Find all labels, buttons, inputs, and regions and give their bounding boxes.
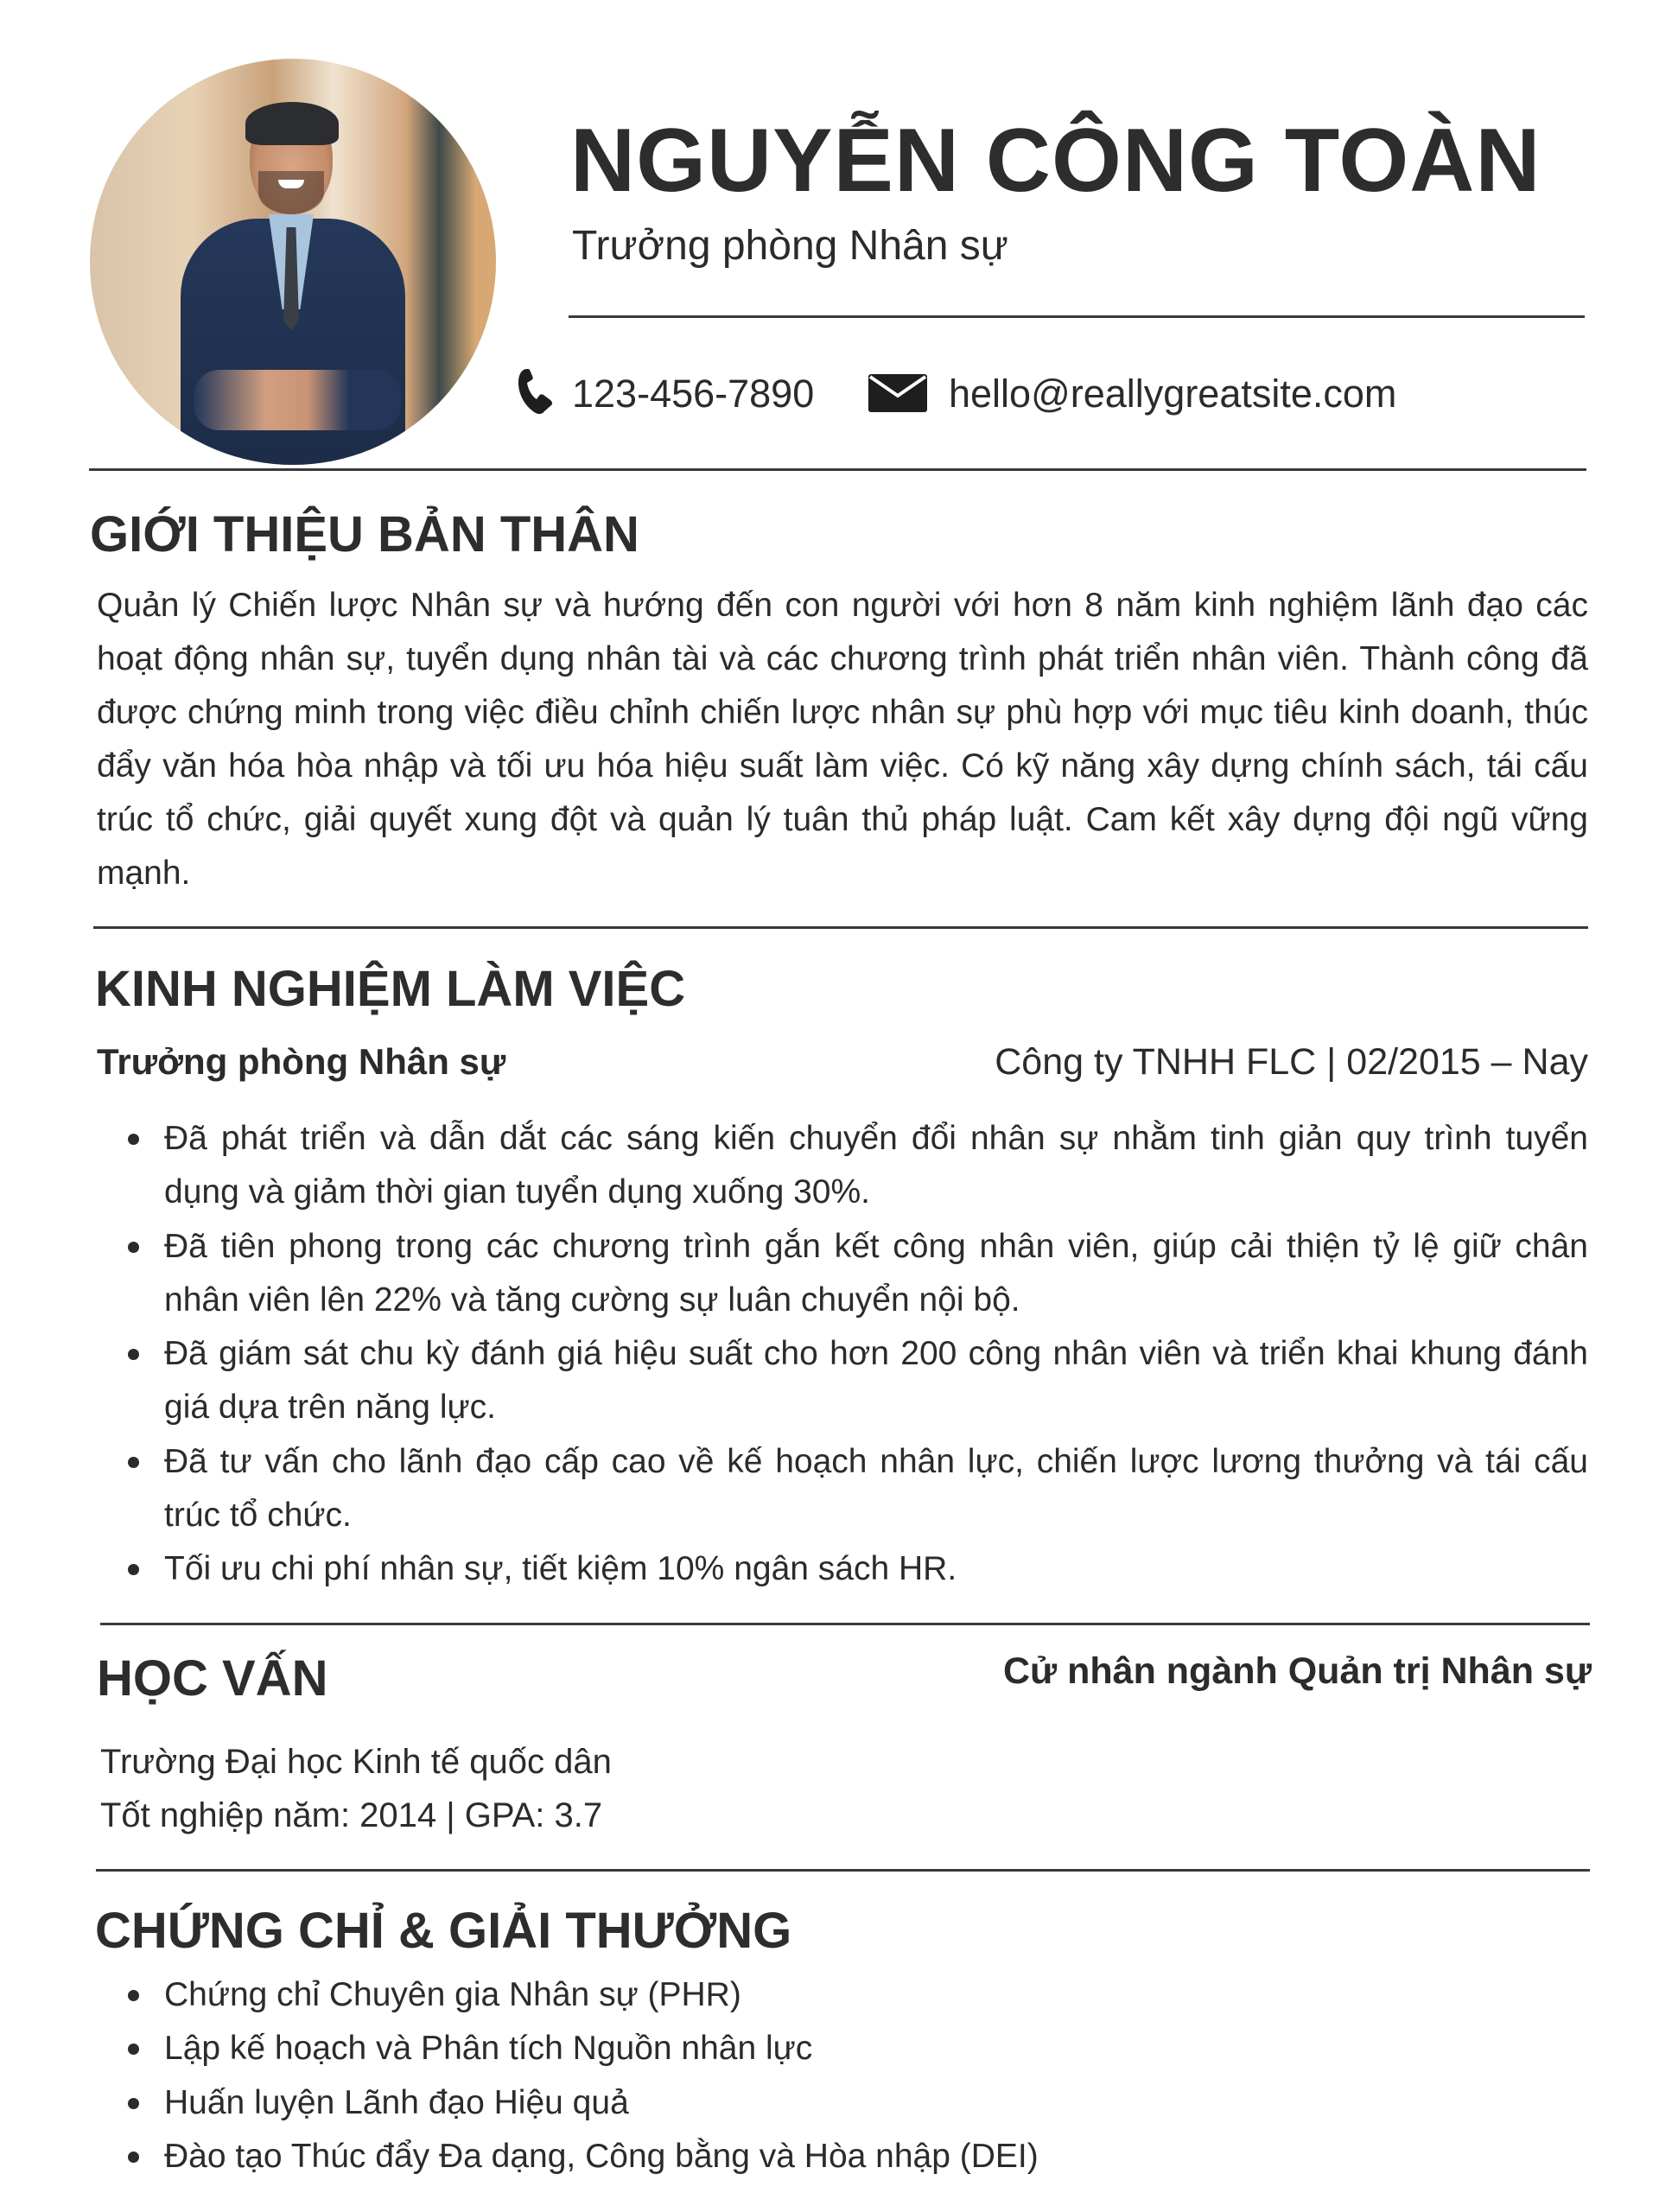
divider-experience [100,1623,1590,1625]
about-text: Quản lý Chiến lược Nhân sự và hướng đến con người với hơn 8 năm kinh nghiệm lãnh đạo các hoạt động nhân sự, tuyển dụng nhân tài và các chương trình phát triển nhân viên. Thành công đã được chứng minh trong việc điều chỉnh chiến lược nhân sự phù hợp với mục tiêu kinh doanh, thúc đẩy văn hóa hòa nhập và tối ưu hóa hiệu suất làm việc. Có kỹ năng xây dựng chính sách, tái cấu trúc tổ chức, giải quyết xung đột và quản lý tuân thủ pháp luật. Cam kết xây dựng đội ngũ vững mạnh. [97,587,1588,892]
full-name: NGUYỄN CÔNG TOÀN [570,111,1541,211]
list-item: Đã tiên phong trong các chương trình gắn kết công nhân viên, giúp cải thiện tỷ lệ giữ chân nhân viên lên 22% và tăng cường sự luân chuyển nội bộ. [97,1220,1588,1328]
list-item: Huấn luyện Lãnh đạo Hiệu quả [97,2076,1588,2130]
list-item: Lập kế hoạch và Phân tích Nguồn nhân lực [97,2022,1588,2075]
phone-icon [517,367,555,416]
list-item: Đã giám sát chu kỳ đánh giá hiệu suất cho hơn 200 công nhân viên và triển khai khung đánh giá dựa trên năng lực. [97,1327,1588,1435]
profile-photo [90,59,496,465]
education-degree: Cử nhân ngành Quản trị Nhân sự [1002,1650,1592,1692]
divider-education [96,1869,1590,1872]
job-company-period: Công ty TNHH FLC | 02/2015 – Nay [995,1041,1588,1083]
list-item: Đào tạo Thúc đẩy Đa dạng, Công bằng và Hòa nhập (DEI) [97,2130,1588,2183]
job-role: Trưởng phòng Nhân sự [97,1041,506,1082]
education-school: Trường Đại học Kinh tế quốc dân [100,1743,612,1781]
bullet-icon [128,1990,139,2001]
photo-hair [245,102,339,145]
list-item: Tối ưu chi phí nhân sự, tiết kiệm 10% ngân sách HR. [97,1542,1588,1596]
section-heading-certifications: CHỨNG CHỈ & GIẢI THƯỞNG [95,1903,792,1959]
header-bottom-divider [89,468,1586,471]
phone-number[interactable]: 123-456-7890 [572,372,815,416]
list-item: Chứng chỉ Chuyên gia Nhân sự (PHR) [97,1968,1588,2022]
bullet-icon [128,1134,139,1145]
list-item: Đã phát triển và dẫn dắt các sáng kiến chuyển đổi nhân sự nhằm tinh giản quy trình tuyển dụng và giảm thời gian tuyển dụng xuống 30%. [97,1112,1588,1220]
bullet-icon [128,2152,139,2163]
divider-about [93,926,1588,929]
bullet-icon [128,1564,139,1575]
section-heading-experience: KINH NGHIỆM LÀM VIỆC [95,961,686,1017]
bullet-icon [128,2098,139,2109]
section-heading-about: GIỚI THIỆU BẢN THÂN [90,506,639,563]
section-heading-education: HỌC VẤN [97,1650,328,1707]
photo-beard [258,171,324,214]
photo-crossed-arms [194,370,401,430]
bullet-icon [128,1349,139,1360]
list-item: Đã tư vấn cho lãnh đạo cấp cao về kế hoạch nhân lực, chiến lược lương thưởng và tái cấu trúc tổ chức. [97,1435,1588,1543]
header-divider [569,315,1585,318]
education-details: Tốt nghiệp năm: 2014 | GPA: 3.7 [100,1796,603,1834]
job-title: Trưởng phòng Nhân sự [572,223,1008,269]
email-address[interactable]: hello@reallygreatsite.com [949,372,1397,416]
email-icon [868,374,927,412]
certification-list [97,1968,1588,2183]
bullet-icon [128,2044,139,2055]
job-bullet-list [97,1112,1588,1597]
bullet-icon [128,1457,139,1468]
bullet-icon [128,1242,139,1253]
